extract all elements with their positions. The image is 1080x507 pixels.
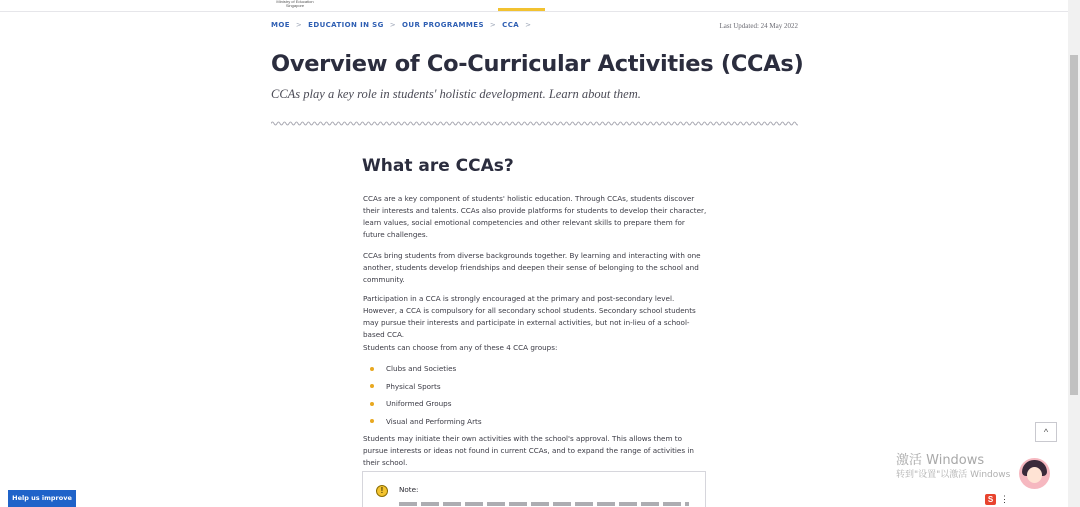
list-item-label: Clubs and Societies xyxy=(386,364,457,374)
note-text-cut xyxy=(399,502,689,506)
wavy-divider xyxy=(271,120,798,127)
ime-toolbar[interactable] xyxy=(985,492,1013,507)
list-item-label: Physical Sports xyxy=(386,381,441,391)
moe-logo[interactable]: Ministry of Education Singapore xyxy=(276,0,314,8)
chevron-right-icon: > xyxy=(525,21,532,29)
chevron-right-icon: > xyxy=(389,21,397,29)
list-item-label: Visual and Performing Arts xyxy=(386,416,482,426)
bullet-icon xyxy=(370,402,374,406)
paragraph: CCAs are a key component of students' holistic education. Through CCAs, students discover their interests and talents. CCAs also provide platforms for students to develop their character, learn values, social emotional competencies and other relevant skills to prepare them for future challenges. xyxy=(363,194,707,239)
more-icon[interactable]: ⋮ xyxy=(1000,494,1009,504)
note-label: Note: xyxy=(399,485,419,494)
assistant-avatar[interactable] xyxy=(1019,458,1050,489)
avatar-face xyxy=(1027,467,1042,483)
active-nav-indicator xyxy=(498,8,545,11)
windows-activation-watermark: 激活 Windows xyxy=(896,453,985,468)
cca-groups-list xyxy=(370,360,482,430)
breadcrumb-cca[interactable]: CCA xyxy=(502,21,520,29)
list-item xyxy=(370,413,482,431)
page-subtitle: CCAs play a key role in students' holistic development. Learn about them. xyxy=(271,87,641,101)
bullet-icon xyxy=(370,367,374,371)
list-item xyxy=(370,360,482,378)
breadcrumb-our-programmes[interactable]: OUR PROGRAMMES xyxy=(402,21,484,29)
paragraph: Students may initiate their own activities with the school's approval. This allows them to pursue interests or ideas not found in current CCAs, and to expand the range of activities in their school. xyxy=(363,434,694,467)
warning-icon: ! xyxy=(376,485,388,497)
paragraph: Participation in a CCA is strongly encouraged at the primary and post-secondary level. However, a CCA is compulsory for all secondary school students. Secondary school students may pursue their interests and participate in external activities, but not in-lieu of a school-based CCA. xyxy=(363,294,696,339)
chevron-right-icon: > xyxy=(295,21,303,29)
list-item-label: Uniformed Groups xyxy=(386,399,452,409)
chevron-right-icon: > xyxy=(489,21,497,29)
scrollbar-thumb[interactable] xyxy=(1070,55,1078,395)
last-updated: Last Updated: 24 May 2022 xyxy=(719,22,798,30)
breadcrumb-moe[interactable]: MOE xyxy=(271,21,290,29)
bullet-icon xyxy=(370,419,374,423)
breadcrumb-education-in-sg[interactable]: EDUCATION IN SG xyxy=(308,21,384,29)
page-title: Overview of Co-Curricular Activities (CCAs) xyxy=(271,51,804,77)
paragraph: CCAs bring students from diverse backgrounds together. By learning and interacting with one another, students develop friendships and deepen their sense of belonging to the school and community. xyxy=(363,251,701,284)
list-item xyxy=(370,395,482,413)
list-item xyxy=(370,378,482,396)
note-box xyxy=(362,471,706,507)
paragraph: Students can choose from any of these 4 CCA groups: xyxy=(363,343,558,352)
windows-activation-hint: 转到"设置"以激活 Windows xyxy=(896,470,1011,480)
section-heading: What are CCAs? xyxy=(362,156,514,176)
breadcrumb xyxy=(271,21,537,29)
site-header xyxy=(0,0,1068,12)
back-to-top-button[interactable]: ^ xyxy=(1035,422,1057,442)
bullet-icon xyxy=(370,384,374,388)
sogou-ime-icon[interactable]: S xyxy=(985,494,996,505)
help-us-improve-button[interactable]: Help us improve xyxy=(8,490,76,507)
